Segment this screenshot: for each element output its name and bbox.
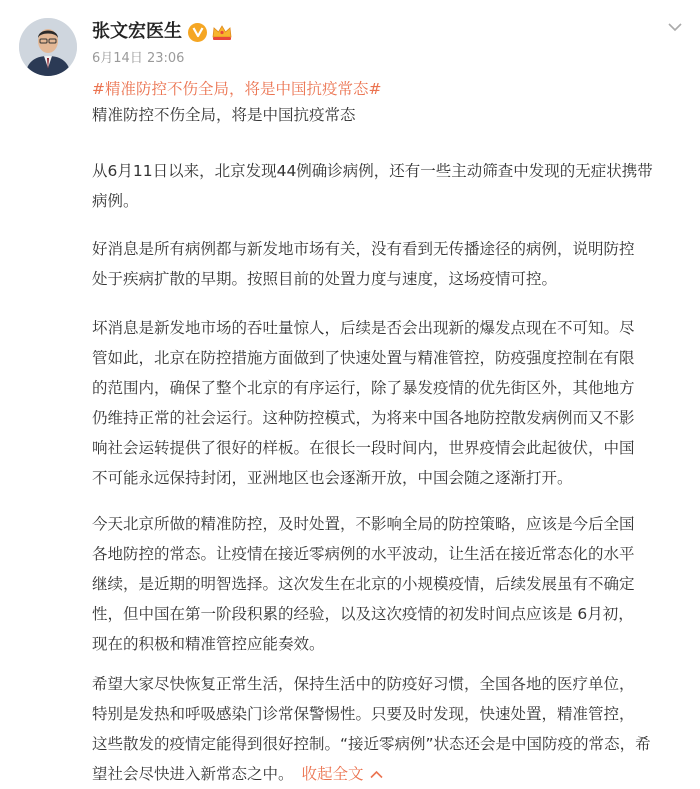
text-line: 好消息是所有病例都与新发地市场有关，没有看到无传播途径的病例，说明防控 xyxy=(92,240,635,258)
text-line: 病例。 xyxy=(92,192,139,210)
avatar[interactable] xyxy=(19,18,77,76)
text-line: 希望大家尽快恢复正常生活，保持生活中的防疫好习惯，全国各地的医疗单位， xyxy=(92,675,635,693)
text-line: 各地防控的常态。让疫情在接近零病例的水平波动，让生活在接近常态化的水平 xyxy=(92,545,635,563)
verified-v-icon xyxy=(188,23,207,42)
post-timestamp[interactable]: 6月14日 23:06 xyxy=(92,51,185,66)
text-line: 响社会运转提供了很好的样板。在很长一段时间内，世界疫情会此起彼伏，中国 xyxy=(92,439,635,457)
text-line: 特别是发热和呼吸感染门诊常保警惕性。只要及时发现，快速处置，精准管控， xyxy=(92,705,635,723)
text-line: 继续，是近期的明智选择。这次发生在北京的小规模疫情，后续发展虽有不确定 xyxy=(92,575,635,593)
paragraph-1 xyxy=(92,156,684,216)
author-name-row xyxy=(92,20,233,44)
text-line: 今天北京所做的精准防控，及时处置，不影响全局的防控策略，应该是今后全国 xyxy=(92,515,635,533)
author-name[interactable]: 张文宏医生 xyxy=(92,21,182,42)
post-first-line: 精准防控不伤全局，将是中国抗疫常态 xyxy=(92,106,356,124)
text-line: 从6月11日以来，北京发现44例确诊病例，还有一些主动筛查中发现的无症状携带 xyxy=(92,162,653,180)
crown-icon[interactable] xyxy=(211,23,233,42)
text-line: 望社会尽快进入新常态之中。 xyxy=(92,765,294,783)
paragraph-2 xyxy=(92,234,684,294)
paragraph-5 xyxy=(92,669,684,789)
text-line: 的范围内，确保了整个北京的有序运行，除了暴发疫情的优先街区外，其他地方 xyxy=(92,379,635,397)
last-text-line xyxy=(92,759,684,789)
avatar-portrait-icon xyxy=(19,18,77,76)
chevron-up-icon xyxy=(370,770,383,779)
text-line: 坏消息是新发地市场的吞吐量惊人，后续是否会出现新的爆发点现在不可知。尽 xyxy=(92,319,635,337)
paragraph-3 xyxy=(92,313,684,493)
chevron-down-icon[interactable] xyxy=(666,18,684,36)
paragraph-4 xyxy=(92,509,684,659)
topic-hashtag-link[interactable]: #精准防控不伤全局，将是中国抗疫常态# xyxy=(92,80,382,98)
text-line: 这些散发的疫情定能得到很好控制。“接近零病例”状态还会是中国防疫的常态，希 xyxy=(92,735,651,753)
collapse-label: 收起全文 xyxy=(301,765,364,783)
text-line: 仍维持正常的社会运行。这种防控模式，为将来中国各地防控散发病例而又不影 xyxy=(92,409,635,427)
collapse-full-text-link[interactable] xyxy=(302,759,383,789)
text-line: 性，但中国在第一阶段积累的经验，以及这次疫情的初发时间点应该是 6月初， xyxy=(92,605,634,623)
text-line: 处于疾病扩散的早期。按照目前的处置力度与速度，这场疫情可控。 xyxy=(92,270,558,288)
text-line: 不可能永远保持封闭，亚洲地区也会逐渐开放，中国会随之逐渐打开。 xyxy=(92,469,573,487)
text-line: 管如此，北京在防控措施方面做到了快速处置与精准管控，防疫强度控制在有限 xyxy=(92,349,635,367)
text-line: 现在的积极和精准管控应能奏效。 xyxy=(92,635,325,653)
